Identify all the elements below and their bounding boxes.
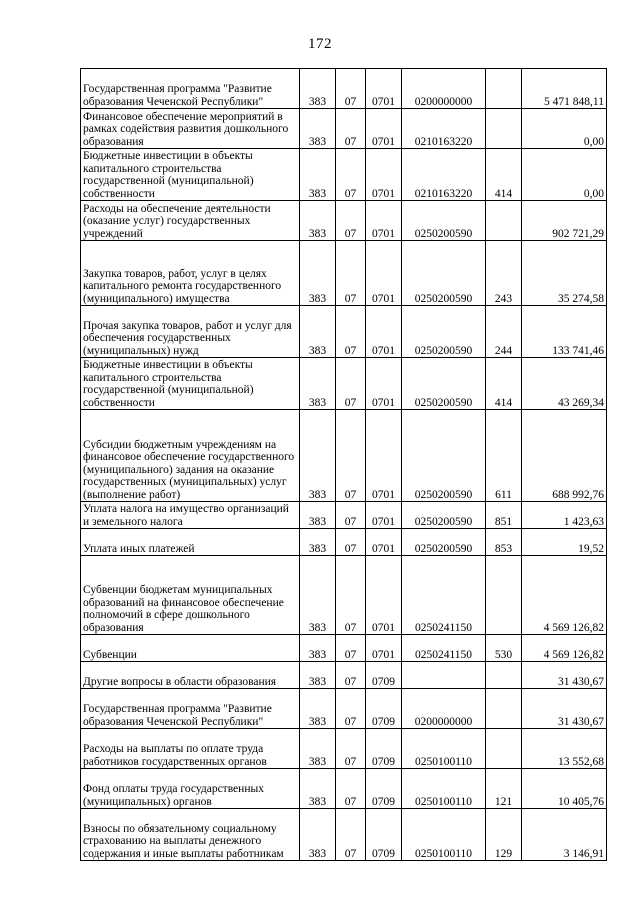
row-ved: 383: [300, 149, 336, 201]
row-expense-type: 244: [486, 306, 522, 358]
row-section: 07: [336, 729, 366, 769]
row-amount: 4 569 126,82: [522, 635, 607, 662]
row-amount: 31 430,67: [522, 689, 607, 729]
row-ved: 383: [300, 689, 336, 729]
row-expense-type: [486, 556, 522, 635]
row-name: Субвенции бюджетам муниципальных образований на финансовое обеспечение полномочий в сфере дошкольного образования: [81, 556, 300, 635]
row-target-item: 0250100110: [402, 769, 486, 809]
row-amount: 4 569 126,82: [522, 556, 607, 635]
row-subsection: 0701: [366, 201, 402, 241]
table-row: [81, 201, 607, 241]
row-amount: 5 471 848,11: [522, 69, 607, 109]
row-expense-type: 851: [486, 502, 522, 529]
row-expense-type: [486, 662, 522, 689]
row-name: Взносы по обязательному социальному страхованию на выплаты денежного содержания и иные выплаты работникам: [81, 809, 300, 861]
row-target-item: 0250200590: [402, 201, 486, 241]
row-target-item: 0250200590: [402, 306, 486, 358]
row-subsection: 0701: [366, 109, 402, 149]
row-subsection: 0709: [366, 689, 402, 729]
row-section: 07: [336, 410, 366, 502]
table-row: [81, 635, 607, 662]
row-subsection: 0701: [366, 241, 402, 306]
row-target-item: 0250241150: [402, 635, 486, 662]
row-section: 07: [336, 306, 366, 358]
row-amount: 902 721,29: [522, 201, 607, 241]
row-amount: 0,00: [522, 109, 607, 149]
row-section: 07: [336, 502, 366, 529]
row-expense-type: 414: [486, 358, 522, 410]
row-ved: 383: [300, 529, 336, 556]
row-ved: 383: [300, 769, 336, 809]
row-amount: 35 274,58: [522, 241, 607, 306]
row-ved: 383: [300, 809, 336, 861]
row-section: 07: [336, 809, 366, 861]
row-expense-type: [486, 109, 522, 149]
row-target-item: 0250200590: [402, 529, 486, 556]
row-target-item: 0250100110: [402, 809, 486, 861]
row-name: Бюджетные инвестиции в объекты капитального строительства государственной (муниципальной) собственности: [81, 358, 300, 410]
row-amount: 688 992,76: [522, 410, 607, 502]
table-row: [81, 502, 607, 529]
row-section: 07: [336, 149, 366, 201]
row-target-item: 0200000000: [402, 689, 486, 729]
row-subsection: 0701: [366, 149, 402, 201]
row-section: 07: [336, 529, 366, 556]
row-name: Фонд оплаты труда государственных (муниципальных) органов: [81, 769, 300, 809]
row-name: Уплата налога на имущество организаций и земельного налога: [81, 502, 300, 529]
row-name: Другие вопросы в области образования: [81, 662, 300, 689]
row-target-item: 0250100110: [402, 729, 486, 769]
row-ved: 383: [300, 109, 336, 149]
table-row: [81, 241, 607, 306]
row-amount: 1 423,63: [522, 502, 607, 529]
row-name: Прочая закупка товаров, работ и услуг для обеспечения государственных (муниципальных) нужд: [81, 306, 300, 358]
row-amount: 133 741,46: [522, 306, 607, 358]
table-row: [81, 769, 607, 809]
row-expense-type: 611: [486, 410, 522, 502]
row-target-item: 0210163220: [402, 149, 486, 201]
row-expense-type: 853: [486, 529, 522, 556]
page-number: 172: [308, 36, 332, 52]
row-subsection: 0709: [366, 769, 402, 809]
table-row: [81, 809, 607, 861]
table-row: [81, 529, 607, 556]
row-name: Расходы на выплаты по оплате труда работников государственных органов: [81, 729, 300, 769]
row-section: 07: [336, 241, 366, 306]
table-row: [81, 149, 607, 201]
row-section: 07: [336, 769, 366, 809]
row-section: 07: [336, 358, 366, 410]
row-target-item: [402, 662, 486, 689]
row-ved: 383: [300, 662, 336, 689]
row-subsection: 0701: [366, 306, 402, 358]
row-amount: 31 430,67: [522, 662, 607, 689]
row-target-item: 0200000000: [402, 69, 486, 109]
row-expense-type: 243: [486, 241, 522, 306]
row-subsection: 0701: [366, 556, 402, 635]
row-expense-type: 129: [486, 809, 522, 861]
row-section: 07: [336, 635, 366, 662]
row-target-item: 0250241150: [402, 556, 486, 635]
table-row: [81, 729, 607, 769]
row-ved: 383: [300, 241, 336, 306]
row-name: Расходы на обеспечение деятельности (оказание услуг) государственных учреждений: [81, 201, 300, 241]
row-subsection: 0701: [366, 529, 402, 556]
row-amount: 3 146,91: [522, 809, 607, 861]
row-target-item: 0250200590: [402, 241, 486, 306]
table-row: [81, 689, 607, 729]
table-row: [81, 556, 607, 635]
row-subsection: 0701: [366, 635, 402, 662]
budget-table: [80, 68, 607, 861]
row-name: Государственная программа "Развитие образования Чеченской Республики": [81, 69, 300, 109]
row-ved: 383: [300, 635, 336, 662]
row-expense-type: [486, 69, 522, 109]
row-subsection: 0701: [366, 410, 402, 502]
row-name: Уплата иных платежей: [81, 529, 300, 556]
row-expense-type: 530: [486, 635, 522, 662]
row-section: 07: [336, 109, 366, 149]
row-expense-type: 121: [486, 769, 522, 809]
row-section: 07: [336, 689, 366, 729]
row-name: Закупка товаров, работ, услуг в целях капитального ремонта государственного (муниципального) имущества: [81, 241, 300, 306]
row-expense-type: 414: [486, 149, 522, 201]
row-section: 07: [336, 662, 366, 689]
row-expense-type: [486, 689, 522, 729]
row-amount: 43 269,34: [522, 358, 607, 410]
row-amount: 13 552,68: [522, 729, 607, 769]
row-ved: 383: [300, 556, 336, 635]
row-subsection: 0701: [366, 69, 402, 109]
row-name: Финансовое обеспечение мероприятий в рамках содействия развития дошкольного образования: [81, 109, 300, 149]
row-expense-type: [486, 729, 522, 769]
row-target-item: 0210163220: [402, 109, 486, 149]
row-target-item: 0250200590: [402, 502, 486, 529]
row-ved: 383: [300, 502, 336, 529]
table-row: [81, 410, 607, 502]
row-target-item: 0250200590: [402, 410, 486, 502]
row-subsection: 0709: [366, 662, 402, 689]
table-row: [81, 358, 607, 410]
row-section: 07: [336, 201, 366, 241]
row-name: Бюджетные инвестиции в объекты капитального строительства государственной (муниципальной) собственности: [81, 149, 300, 201]
row-subsection: 0709: [366, 729, 402, 769]
row-subsection: 0701: [366, 358, 402, 410]
row-name: Субвенции: [81, 635, 300, 662]
row-name: Государственная программа "Развитие образования Чеченской Республики": [81, 689, 300, 729]
row-ved: 383: [300, 306, 336, 358]
row-amount: 0,00: [522, 149, 607, 201]
row-ved: 383: [300, 201, 336, 241]
row-ved: 383: [300, 69, 336, 109]
row-section: 07: [336, 69, 366, 109]
row-expense-type: [486, 201, 522, 241]
table-row: [81, 662, 607, 689]
row-ved: 383: [300, 729, 336, 769]
row-section: 07: [336, 556, 366, 635]
row-name: Субсидии бюджетным учреждениям на финансовое обеспечение государственного (муниципального) задания на оказание государственных (муниципальных) услуг (выполнение работ): [81, 410, 300, 502]
row-amount: 10 405,76: [522, 769, 607, 809]
table-row: [81, 69, 607, 109]
row-ved: 383: [300, 410, 336, 502]
table-row: [81, 306, 607, 358]
row-amount: 19,52: [522, 529, 607, 556]
row-subsection: 0701: [366, 502, 402, 529]
table-row: [81, 109, 607, 149]
row-ved: 383: [300, 358, 336, 410]
row-target-item: 0250200590: [402, 358, 486, 410]
row-subsection: 0709: [366, 809, 402, 861]
